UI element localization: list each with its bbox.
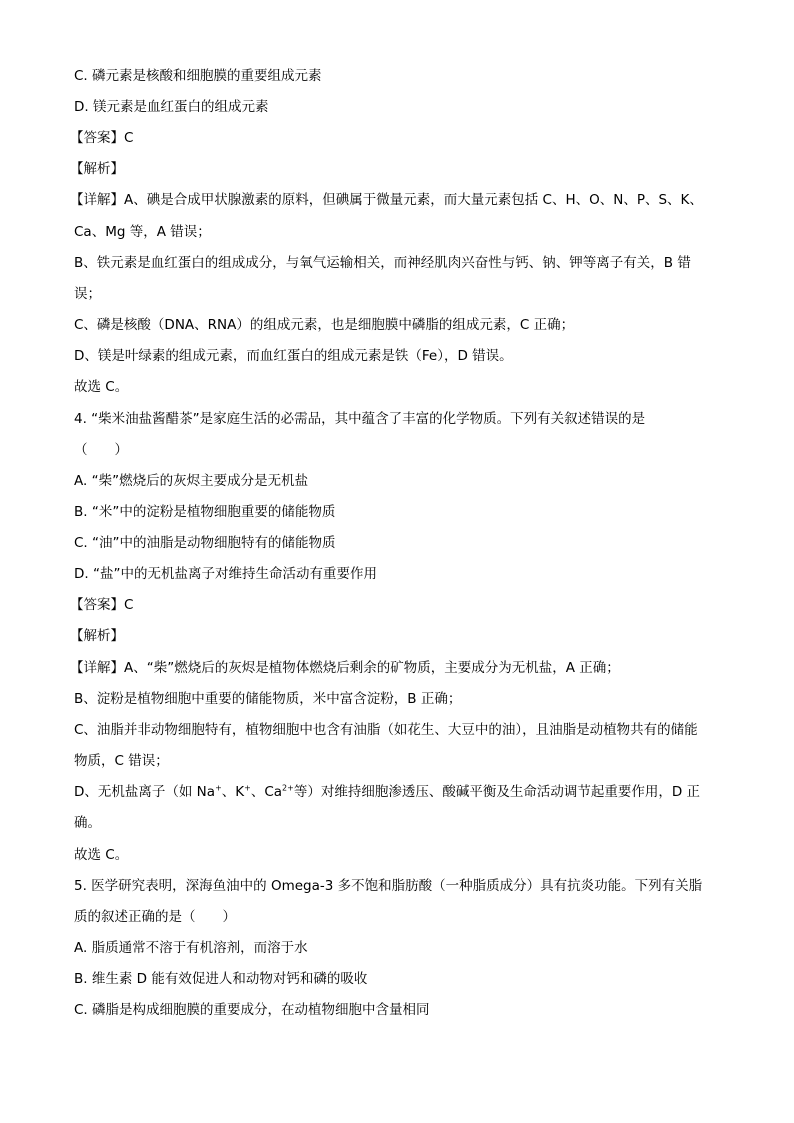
q4-exp-d-sup-na: + [215,783,222,793]
q3-explanation-a-line2: Ca、Mg 等，A 错误； [74,224,211,240]
q4-stem-line2: （ ） [74,442,128,458]
q4-analysis-label: 【解析】 [70,628,124,644]
q3-conclusion: 故选 C。 [74,379,129,395]
q3-explanation-d: D、镁是叶绿素的组成元素，而血红蛋白的组成元素是铁（Fe），D 错误。 [74,348,513,364]
q4-explanation-c-line2: 物质，C 错误； [74,753,169,769]
q5-option-c: C. 磷脂是构成细胞膜的重要成分，在动植物细胞中含量相同 [74,1002,430,1018]
q4-option-c: C. “油”中的油脂是动物细胞特有的储能物质 [74,535,336,551]
q4-exp-d-sup-ca: 2+ [282,783,294,793]
q4-conclusion: 故选 C。 [74,847,129,863]
q4-stem-line1: 4. “柴米油盐酱醋茶”是家庭生活的必需品，其中蕴含了丰富的化学物质。下列有关叙述错误的是 [74,411,646,427]
q4-explanation-d-line1 [74,782,724,802]
q5-option-a: A. 脂质通常不溶于有机溶剂，而溶于水 [74,940,308,956]
q3-answer: 【答案】C [70,130,134,146]
q3-option-c: C. 磷元素是核酸和细胞膜的重要组成元素 [74,68,322,84]
q3-explanation-b-line1: B、铁元素是血红蛋白的组成成分，与氧气运输相关，而神经肌肉兴奋性与钙、钠、钾等离子有关，B 错 [74,255,691,271]
q3-option-d: D. 镁元素是血红蛋白的组成元素 [74,99,269,115]
q3-explanation-c: C、磷是核酸（DNA、RNA）的组成元素，也是细胞膜中磷脂的组成元素，C 正确； [74,317,575,333]
q4-option-b: B. “米”中的淀粉是植物细胞重要的储能物质 [74,504,336,520]
q4-explanation-c-line1: C、油脂并非动物细胞特有，植物细胞中也含有油脂（如花生、大豆中的油），且油脂是动植物共有的储能 [74,722,698,738]
q4-answer: 【答案】C [70,597,134,613]
q3-explanation-a-line1: 【详解】A、碘是合成甲状腺激素的原料，但碘属于微量元素，而大量元素包括 C、H、O、N、P、S、K、 [70,192,703,208]
q5-stem-line2: 质的叙述正确的是（ ） [74,909,236,925]
q4-exp-d-sup-k: + [244,783,251,793]
q3-explanation-b-line2: 误； [74,286,101,302]
q4-explanation-a: 【详解】A、“柴”燃烧后的灰烬是植物体燃烧后剩余的矿物质，主要成分为无机盐，A 正确； [70,660,620,676]
q4-exp-d-mid2: 、Ca [250,784,283,800]
q5-option-b: B. 维生素 D 能有效促进人和动物对钙和磷的吸收 [74,971,368,987]
q3-analysis-label: 【解析】 [70,161,124,177]
q5-stem-line1: 5. 医学研究表明，深海鱼油中的 Omega-3 多不饱和脂肪酸（一种脂质成分）具有抗炎功能。下列有关脂 [74,878,703,894]
q4-explanation-d-line2: 确。 [74,815,101,831]
q4-exp-d-post: 等）对维持细胞渗透压、酸碱平衡及生命活动调节起重要作用，D 正 [293,784,701,800]
q4-exp-d-mid1: 、K [221,784,245,800]
q4-option-a: A. “柴”燃烧后的灰烬主要成分是无机盐 [74,473,309,489]
q4-explanation-b: B、淀粉是植物细胞中重要的储能物质，米中富含淀粉，B 正确； [74,691,462,707]
q4-exp-d-pre: D、无机盐离子（如 Na [74,784,216,800]
q4-option-d: D. “盐”中的无机盐离子对维持生命活动有重要作用 [74,566,377,582]
